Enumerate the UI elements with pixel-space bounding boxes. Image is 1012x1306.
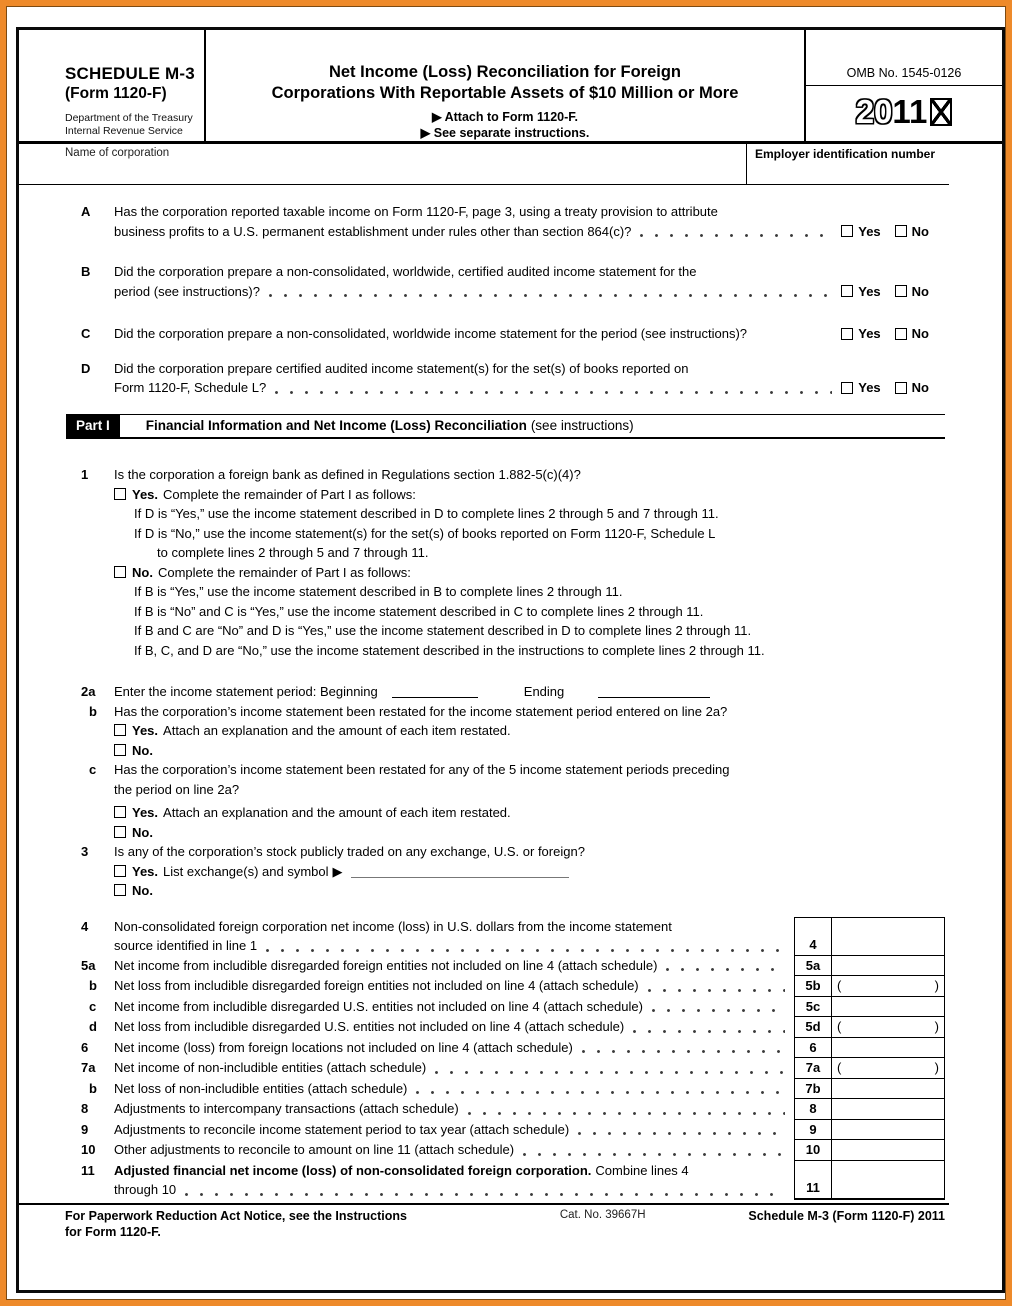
line1 (66, 465, 945, 660)
line11-amount-cell[interactable] (832, 1161, 944, 1198)
omb-number: OMB No. 1545-0126 (806, 30, 1002, 86)
question-a (66, 202, 945, 241)
dot-leader (468, 1112, 785, 1115)
see-instructions: ▶ See separate instructions. (420, 126, 590, 140)
line2b-question: Has the corporation’s income statement been restated for the income statement period entered on line 2a? (114, 703, 728, 719)
question-b-yesno (841, 282, 929, 302)
dot-leader (185, 1193, 785, 1196)
line8-amount-cell[interactable] (832, 1099, 944, 1119)
close-paren: ) (934, 978, 939, 993)
line10-amount-cell[interactable] (832, 1140, 944, 1160)
line-label-2: source identified in line 1 (114, 938, 258, 953)
line-label: Other adjustments to reconcile to amount on line 11 (attach schedule) (114, 1142, 515, 1157)
part1-label: Part I (66, 415, 120, 438)
question-d-text-line1: Did the corporation prepare certified audited income statement(s) for the set(s) of books reported on (114, 360, 689, 376)
table-row (66, 976, 945, 997)
part1-title (146, 415, 634, 438)
line-label-rest: Combine lines 4 (595, 1162, 689, 1178)
question-a-no-checkbox[interactable] (895, 225, 907, 237)
line1-no-option (114, 563, 945, 583)
question-c-letter: C (81, 326, 91, 341)
line1-no-if1: If B is “Yes,” use the income statement described in B to complete lines 2 through 11. (134, 584, 623, 599)
dot-leader (633, 1030, 785, 1033)
no-label: No (911, 283, 929, 299)
line-label: Adjustments to reconcile income statement period to tax year (attach schedule) (114, 1121, 570, 1137)
question-a-yesno (841, 222, 929, 242)
yes-label: Yes. (132, 805, 159, 820)
close-paren: ) (934, 1060, 939, 1075)
form-number: (Form 1120-F) (65, 85, 167, 102)
question-d-no-checkbox[interactable] (895, 382, 907, 394)
form-frame (16, 27, 1005, 1293)
line-cell-number: 7a (795, 1058, 832, 1078)
line1-yes-if3: to complete lines 2 through 5 and 7 through 11. (157, 545, 429, 560)
no-label: No (911, 380, 929, 395)
right-arrow-icon: ▶ (332, 863, 343, 879)
no-label: No. (132, 883, 153, 898)
ending-label: Ending (523, 684, 565, 699)
line2c-no-checkbox[interactable] (114, 826, 126, 838)
line5a-amount-cell[interactable] (832, 956, 944, 976)
line3 (66, 842, 945, 901)
question-a-yes-checkbox[interactable] (841, 225, 853, 237)
name-ein-row (19, 144, 1002, 184)
question-c-yesno (841, 324, 929, 344)
line1-question: Is the corporation a foreign bank as defined in Regulations section 1.882-5(c)(4)? (114, 467, 581, 482)
question-c-yes-checkbox[interactable] (841, 328, 853, 340)
yes-label: Yes (858, 283, 881, 299)
line1-number: 1 (81, 467, 89, 482)
question-a-letter: A (81, 204, 91, 219)
line3-no-option (114, 881, 945, 901)
paperwork-notice: For Paperwork Reduction Act Notice, see the Instructions for Form 1120-F. (65, 1208, 407, 1239)
catalog-number: Cat. No. 39667H (559, 1208, 646, 1221)
line-label-bold: Adjusted financial net income (loss) of non-consolidated foreign corporation. (114, 1162, 592, 1178)
table-row (66, 1017, 945, 1038)
part1-header (66, 414, 945, 440)
line-number: 4 (81, 918, 89, 934)
table-row (66, 956, 945, 977)
question-d (66, 359, 945, 398)
line1-no-if3: If B and C are “No” and D is “Yes,” use the income statement described in D to complete lines 2 through 11. (134, 623, 752, 638)
line-number: 5a (81, 957, 96, 973)
line1-no-if4: If B, C, and D are “No,” use the income statement described in the instructions to complete lines 2 through 11. (134, 642, 765, 658)
question-b-text-line2: period (see instructions)? (114, 283, 260, 299)
line-number: 7a (81, 1060, 96, 1075)
dot-leader (648, 989, 785, 992)
line9-amount-cell[interactable] (832, 1120, 944, 1140)
line-cell-number: 5d (795, 1017, 832, 1037)
ein-label: Employer identification number (755, 147, 936, 161)
line2a-text: Enter the income statement period: Beginning (114, 684, 378, 699)
dot-leader (266, 949, 785, 952)
line1-no-checkbox[interactable] (114, 566, 126, 578)
question-d-yesno (841, 378, 929, 398)
line2b-letter: b (89, 703, 97, 719)
line-number: b (89, 978, 97, 993)
form-title-line2: Corporations With Reportable Assets of $10 Million or More (271, 84, 739, 102)
line-cell-number: 5a (795, 956, 832, 976)
tax-year (806, 86, 1002, 131)
table-row (66, 1079, 945, 1100)
table-row (66, 997, 945, 1018)
line-label: Net income from includible disregarded U.S. entities not included on line 4 (attach schedule) (114, 998, 643, 1014)
dot-leader (275, 391, 832, 394)
form-header (19, 30, 1002, 144)
spacer (756, 337, 832, 340)
line7a-amount-cell[interactable] (832, 1058, 944, 1078)
line-number: 6 (81, 1039, 89, 1055)
form-page (6, 6, 1006, 1300)
table-row (66, 1099, 945, 1120)
dot-leader (523, 1153, 785, 1156)
line1-yes-checkbox[interactable] (114, 488, 126, 500)
line1-yes-if1: If D is “Yes,” use the income statement described in D to complete lines 2 through 5 and 7 through 11. (134, 506, 719, 521)
no-label: No. (132, 824, 153, 840)
line1-yes-text: Complete the remainder of Part I as follows: (163, 486, 416, 502)
line-cell-number: 11 (795, 1161, 832, 1198)
line-number: d (89, 1019, 97, 1034)
line2c-letter: c (89, 762, 97, 777)
yes-label: Yes (858, 380, 881, 395)
line3-no-checkbox[interactable] (114, 884, 126, 896)
line2a-number: 2a (81, 684, 96, 699)
department-line: Department of the Treasury (65, 112, 193, 124)
line4-amount-cell[interactable] (832, 918, 944, 955)
question-a-text-line1: Has the corporation reported taxable income on Form 1120-F, page 3, using a treaty provision to attribute (114, 204, 718, 219)
year-digits: 11 (892, 93, 928, 130)
yes-label: Yes (858, 326, 881, 341)
title-block (206, 30, 806, 141)
line2c (66, 760, 945, 842)
line3-yes-checkbox[interactable] (114, 865, 126, 877)
table-row (66, 1140, 945, 1161)
line-cell-number: 5b (795, 976, 832, 996)
corporation-name-field[interactable] (19, 144, 746, 184)
line-cell-number: 7b (795, 1079, 832, 1099)
corporation-name-label: Name of corporation (65, 147, 170, 159)
line-number: 9 (81, 1121, 89, 1137)
ein-field[interactable] (746, 144, 1002, 184)
line-label: Net income (loss) from foreign locations not included on line 4 (attach schedule) (114, 1039, 573, 1055)
line2b-yes-option (114, 721, 945, 741)
line3-yes-text: List exchange(s) and symbol (163, 863, 329, 879)
question-d-text-line2: Form 1120-F, Schedule L? (114, 380, 267, 395)
schedule-block (19, 30, 206, 141)
line1-yes-option (114, 485, 945, 505)
part1-title-note: (see instructions) (530, 417, 634, 433)
question-c-no-checkbox[interactable] (895, 328, 907, 340)
question-c (66, 324, 945, 344)
dot-leader (640, 234, 832, 237)
question-c-text: Did the corporation prepare a non-consolidated, worldwide income statement for the period (see instructions)? (114, 326, 748, 341)
line3-question: Is any of the corporation’s stock publicly traded on any exchange, U.S. or foreign? (114, 844, 585, 859)
table-row (66, 1120, 945, 1141)
line-label: Net income of non-includible entities (attach schedule) (114, 1060, 427, 1075)
line2b-yes-checkbox[interactable] (114, 724, 126, 736)
question-a-text-line2: business profits to a U.S. permanent establishment under rules other than section 864(c)? (114, 223, 632, 239)
line-cell-number: 4 (795, 918, 832, 955)
line-label: Adjustments to intercompany transactions (attach schedule) (114, 1101, 459, 1116)
year-century: 20 (855, 93, 893, 130)
footer-form-id: Schedule M-3 (Form 1120-F) 2011 (748, 1208, 945, 1223)
line-label-2: through 10 (114, 1182, 177, 1197)
question-b (66, 262, 945, 301)
line-number: c (89, 998, 97, 1014)
no-label: No (911, 223, 929, 239)
line2c-yes-option (114, 803, 945, 823)
line2b-no-option (114, 741, 945, 761)
open-paren: ( (837, 978, 842, 993)
line2c-question-line2: the period on line 2a? (114, 781, 240, 797)
dot-leader (578, 1132, 785, 1135)
line-cell-number: 5c (795, 997, 832, 1017)
line6-amount-cell[interactable] (832, 1038, 944, 1058)
question-b-yes-checkbox[interactable] (841, 285, 853, 297)
line5b-amount-cell[interactable] (832, 976, 944, 996)
line-number: 8 (81, 1101, 89, 1116)
line2c-no-option (114, 823, 945, 843)
question-d-yes-checkbox[interactable] (841, 382, 853, 394)
ending-date-input[interactable] (598, 683, 710, 698)
line-number: 11 (81, 1162, 95, 1178)
line-number: b (89, 1080, 97, 1096)
line2b (66, 702, 945, 761)
line2c-question-line1: Has the corporation’s income statement been restated for any of the 5 income statement periods preceding (114, 762, 730, 777)
dot-leader (416, 1091, 785, 1094)
table-row (66, 917, 945, 956)
dot-leader (666, 968, 785, 971)
form-title-line1: Net Income (Loss) Reconciliation for Foreign (328, 63, 682, 81)
yes-label: Yes. (132, 723, 159, 738)
no-label: No. (132, 742, 153, 758)
x-mark-icon (930, 98, 952, 126)
lines-4-11-table (66, 917, 945, 1200)
beginning-date-input[interactable] (392, 683, 478, 698)
yes-label: Yes. (132, 863, 159, 879)
line3-number: 3 (81, 844, 89, 859)
line1-no-text: Complete the remainder of Part I as follows: (157, 564, 411, 580)
close-paren: ) (934, 1019, 939, 1034)
dot-leader (582, 1050, 785, 1053)
line-cell-number: 9 (795, 1120, 832, 1140)
line1-no-if2: If B is “No” and C is “Yes,” use the income statement described in C to complete lines 2 through 11. (134, 603, 704, 619)
schedule-title: SCHEDULE M-3 (65, 64, 195, 83)
line-label: Non-consolidated foreign corporation net income (loss) in U.S. dollars from the income statement (114, 918, 672, 934)
question-b-letter: B (81, 264, 91, 279)
line-number: 10 (81, 1142, 96, 1157)
dot-leader (435, 1071, 785, 1074)
spacer (66, 660, 945, 682)
open-paren: ( (837, 1060, 842, 1075)
line-label: Net loss of non-includible entities (attach schedule) (114, 1080, 408, 1096)
line-label: Net loss from includible disregarded U.S. entities not included on line 4 (attach schedule) (114, 1019, 625, 1034)
question-d-letter: D (81, 360, 91, 376)
yes-label: Yes. (132, 486, 159, 502)
dot-leader (652, 1009, 785, 1012)
line-cell-number: 10 (795, 1140, 832, 1160)
line-label: Net loss from includible disregarded foreign entities not included on line 4 (attach schedule) (114, 978, 639, 993)
line2b-yes-text: Attach an explanation and the amount of each item restated. (163, 723, 511, 738)
line5d-amount-cell[interactable] (832, 1017, 944, 1037)
no-label: No. (132, 564, 153, 580)
footer (19, 1205, 1002, 1240)
line-cell-number: 8 (795, 1099, 832, 1119)
question-b-no-checkbox[interactable] (895, 285, 907, 297)
irs-line: Internal Revenue Service (65, 124, 183, 137)
part1-title-bold: Financial Information and Net Income (Loss) Reconciliation (145, 417, 527, 433)
line1-yes-if2: If D is “No,” use the income statement(s) for the set(s) of books reported on Form 1120-F, Schedule L (134, 525, 716, 541)
line-label: Net income from includible disregarded foreign entities not included on line 4 (attach schedule) (114, 957, 658, 973)
yes-label: Yes (858, 223, 881, 239)
attach-instruction: ▶ Attach to Form 1120-F. (432, 110, 578, 124)
omb-year-block (806, 30, 1002, 141)
line2c-yes-checkbox[interactable] (114, 806, 126, 818)
line-cell-number: 6 (795, 1038, 832, 1058)
table-row (66, 1161, 945, 1200)
table-row (66, 1058, 945, 1079)
table-row (66, 1038, 945, 1059)
open-paren: ( (837, 1019, 842, 1034)
line2b-no-checkbox[interactable] (114, 744, 126, 756)
no-label: No (911, 326, 929, 341)
line2a (66, 682, 945, 702)
line7b-amount-cell[interactable] (832, 1079, 944, 1099)
form-body (66, 185, 945, 1200)
line2c-yes-text: Attach an explanation and the amount of each item restated. (163, 805, 511, 820)
line3-yes-option (114, 862, 945, 882)
exchange-symbol-input[interactable] (351, 863, 569, 878)
question-b-text-line1: Did the corporation prepare a non-consolidated, worldwide, certified audited income statement for the (114, 264, 697, 279)
dot-leader (269, 294, 832, 297)
line5c-amount-cell[interactable] (832, 997, 944, 1017)
